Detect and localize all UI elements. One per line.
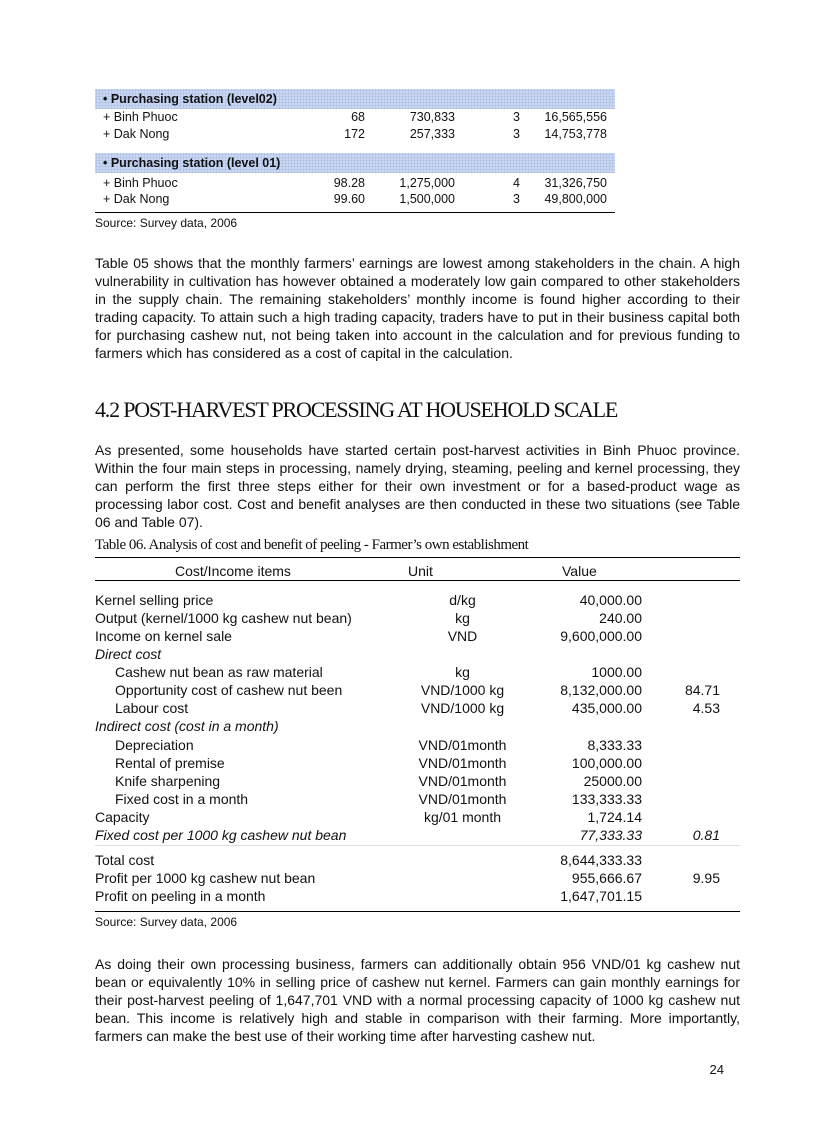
table-row: Profit on peeling in a month 1,647,701.15 <box>95 888 642 904</box>
section-title: • Purchasing station (level02) <box>103 92 277 106</box>
table-row: Kernel selling price d/kg 40,000.00 <box>95 592 642 608</box>
table-rule <box>95 212 615 213</box>
column-header-item: Cost/Income items <box>175 563 291 579</box>
table-source: Source: Survey data, 2006 <box>95 915 238 929</box>
body-paragraph: As presented, some households have started certain post-harvest activities in Binh Phuoc province. Within the four main steps in processing, namely drying, steaming, peeling and kernel processing, they can perform the first three steps either for their own investment or for a based-product wage as processing labor cost. Cost and benefit analyses are then conducted in these two situations (see Table 06 and Table 07). <box>95 442 740 530</box>
table-row: Fixed cost in a month VND/01month 133,333.33 <box>115 791 642 807</box>
table-row: Income on kernel sale VND 9,600,000.00 <box>95 628 642 644</box>
table-row: + Binh Phuoc 98.28 1,275,000 4 31,326,750 <box>103 176 607 190</box>
table-bottom-rule <box>95 911 740 912</box>
table-row: Opportunity cost of cashew nut been VND/1000 kg 8,132,000.00 84.71 <box>115 682 720 698</box>
column-header-unit: Unit <box>408 563 433 579</box>
section-band-level02 <box>95 89 615 109</box>
table-row: Profit per 1000 kg cashew nut bean 955,666.67 9.95 <box>95 870 720 886</box>
table-caption: Table 06. Analysis of cost and benefit of peeling - Farmer’s own establishment <box>95 537 529 553</box>
page-number: 24 <box>709 1062 724 1077</box>
body-paragraph: Table 05 shows that the monthly farmers’ earnings are lowest among stakeholders in the chain. A high vulnerability in cultivation has however obtained a moderately low gain compared to other stakeholders in the supply chain. The remaining stakeholders’ monthly income is found higher according to their trading capacity. To attain such a high trading capacity, traders have to put in their business capital both for purchasing cashew nut, not being taken into account in the calculation and for previous funding to farmers which has considered as a cost of capital in the calculation. <box>95 255 740 361</box>
table-source: Source: Survey data, 2006 <box>95 216 238 230</box>
table-divider <box>95 845 740 846</box>
table-row-subheading: Indirect cost (cost in a month) <box>95 718 279 734</box>
section-band-level01 <box>95 153 615 173</box>
body-paragraph: As doing their own processing business, farmers can additionally obtain 956 VND/01 kg cashew nut bean or equivalently 10% in selling price of cashew nut kernel. Farmers can gain monthly earnings for their post-harvest peeling of 1,647,701 VND with a normal processing capacity of 1000 kg cashew nut bean. This income is relatively high and stable in comparison with their farming. More importantly, farmers can make the best use of their working time after harvesting cashew nut. <box>95 956 740 1044</box>
table-top-rule <box>95 557 740 558</box>
column-header-value: Value <box>562 563 597 579</box>
table-row: Capacity kg/01 month 1,724.14 <box>95 809 642 825</box>
table-row: Total cost 8,644,333.33 <box>95 852 642 868</box>
table-row: + Dak Nong 172 257,333 3 14,753,778 <box>103 127 607 141</box>
table-row: Fixed cost per 1000 kg cashew nut bean 77,333.33 0.81 <box>95 827 720 843</box>
table-row: Rental of premise VND/01month 100,000.00 <box>115 755 642 771</box>
table-row: Depreciation VND/01month 8,333.33 <box>115 737 642 753</box>
table-row: Output (kernel/1000 kg cashew nut bean) kg 240.00 <box>95 610 642 626</box>
table-row: Cashew nut bean as raw material kg 1000.00 <box>115 664 642 680</box>
table-row: + Binh Phuoc 68 730,833 3 16,565,556 <box>103 110 607 124</box>
table-row: Knife sharpening VND/01month 25000.00 <box>115 773 642 789</box>
section-heading: 4.2 POST-HARVEST PROCESSING AT HOUSEHOLD SCALE <box>95 397 618 422</box>
table-header-rule <box>95 580 740 581</box>
table-row: + Dak Nong 99.60 1,500,000 3 49,800,000 <box>103 192 607 206</box>
section-title: • Purchasing station (level 01) <box>103 156 281 170</box>
table-row: Labour cost VND/1000 kg 435,000.00 4.53 <box>115 700 720 716</box>
table-row-subheading: Direct cost <box>95 646 162 662</box>
